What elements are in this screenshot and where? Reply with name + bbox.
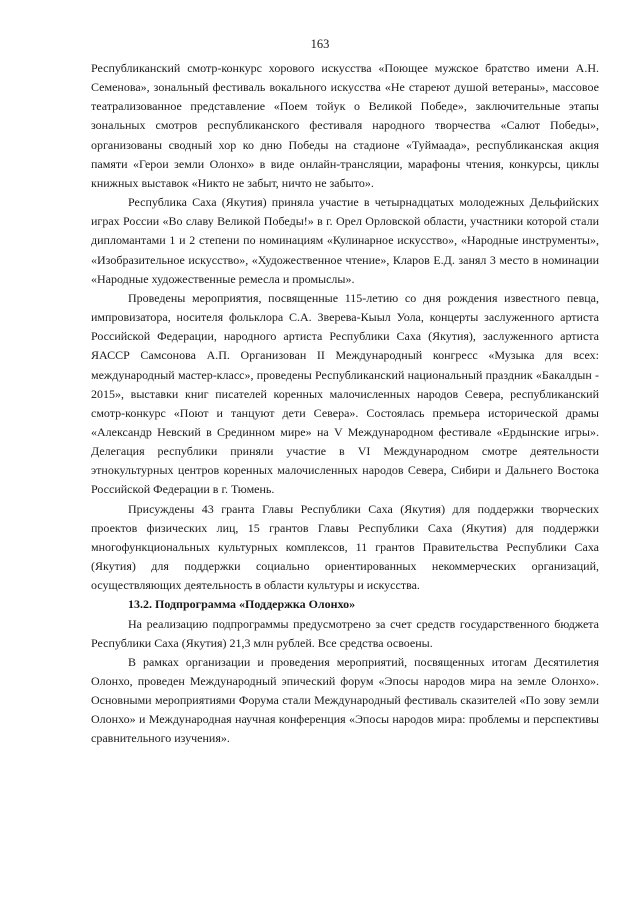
paragraph-3: Проведены мероприятия, посвященные 115-летию со дня рождения известного певца, импровизатора, носителя фольклора С.А. Зверева-Кыыл Уола, концерты заслуженного артиста Российской Федерации, народного артиста Республики Саха (Якутия), заслуженного артиста ЯАССР Самсонова А.П. Организован II Международный конгресс «Музыка для всех: международный мастер-класс», проведены Республиканский национальный праздник «Бакалдын - 2015», выставки книг писателей коренных малочисленных народов Севера, республиканский смотр-конкурс «Поют и танцуют дети Севера». Состоялась премьера исторической драмы «Александр Невский в Срединном мире» на V Международном фестивале «Ердынские игры». Делегация республики приняли участие в VI Международном смотре деятельности этнокультурных центров коренных малочисленных народов Севера, Сибири и Дальнего Востока Российской Федерации в г. Тюмень. — [91, 290, 599, 497]
page-number: 163 — [310, 37, 330, 51]
section-paragraph-1: На реализацию подпрограммы предусмотрено за счет средств государственного бюджета Республики Саха (Якутия) 21,3 млн рублей. Все средства освоены. — [91, 616, 599, 650]
paragraph-4: Присуждены 43 гранта Главы Республики Саха (Якутия) для поддержки творческих проектов физических лиц, 15 грантов Главы Республики Саха (Якутия) для поддержки многофункциональных культурных комплексов, 11 грантов Правительства Республики Саха (Якутия) для поддержки социально ориентированных некоммерческих организаций, осуществляющих деятельность в области культуры и искусства. — [91, 501, 599, 593]
page-body — [91, 59, 599, 749]
paragraph-1: Республиканский смотр-конкурс хорового искусства «Поющее мужское братство имени А.Н. Семенова», зональный фестиваль вокального искусства «Не стареют душой ветераны», массовое театрализованное представление «Поем тойук о Великой Победе», заключительные этапы зональных смотров республиканского фестиваля народного творчества «Салют Победы», организованы сводный хор ко дню Победы на стадионе «Туймаада», республиканская акция памяти «Герои земли Олонхо» в виде онлайн-трансляции, марафоны чтения, конкурсы, циклы книжных выставок «Никто не забыт, ничто не забыто». — [91, 61, 599, 190]
section-heading: 13.2. Подпрограмма «Поддержка Олонхо» — [128, 597, 356, 612]
paragraph-2: Республика Саха (Якутия) приняла участие в четырнадцатых молодежных Дельфийских играх России «Во славу Великой Победы!» в г. Орел Орловской области, участники которой стали дипломантами 1 и 2 степени по номинациям «Кулинарное искусство», «Народные инструменты», «Изобразительное искусство», «Художественное чтение», Кларов Е.Д. занял 3 место в номинации «Народные художественные ремесла и промыслы». — [91, 195, 599, 286]
section-paragraph-2: В рамках организации и проведения мероприятий, посвященных итогам Десятилетия Олонхо, проведен Международный эпический форум «Эпосы народов мира на земле Олонхо». Основными мероприятиями Форума стали Международный фестиваль сказителей «По зову земли Олонхо» и Международная научная конференция «Эпосы народов мира: проблемы и перспективы сравнительного изучения». — [91, 654, 599, 746]
